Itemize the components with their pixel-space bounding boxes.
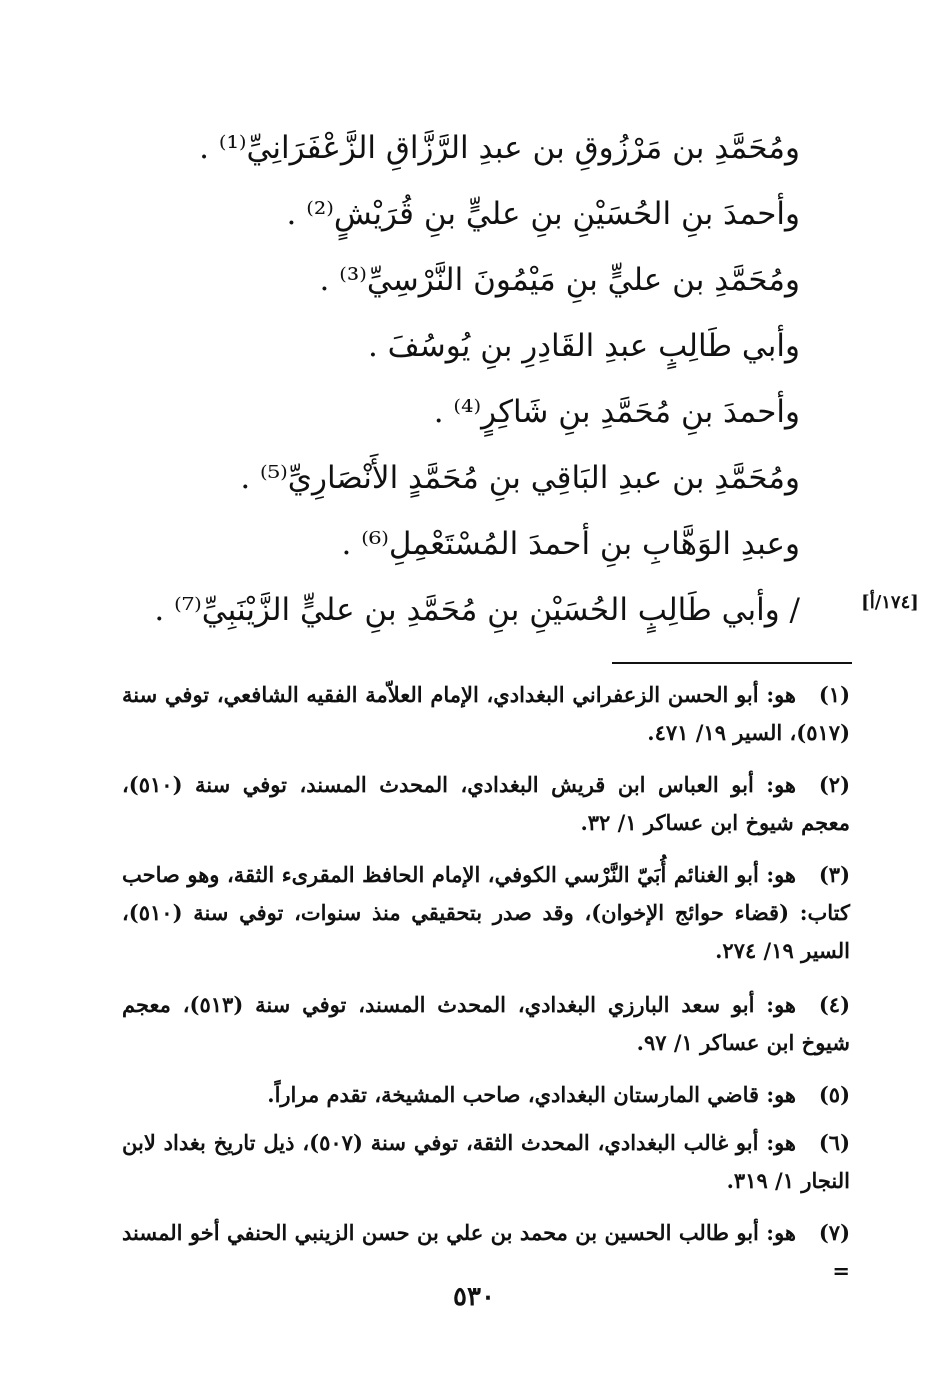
footnote-3: [122, 856, 850, 970]
verse-line-5: وأحمدَ بنِ مُحَمَّدِ بنِ شَاكِرٍ⁽⁴⁾ .: [433, 394, 800, 430]
footnote-text: هو: أبو غالب البغدادي، المحدث الثقة، توفي سنة (٥٠٧)، ذيل تاريخ بغداد لابن النجار ١/ ٣١٩.: [122, 1130, 850, 1193]
footnote-text: هو: أبو سعد البارزي البغدادي، المحدث المسند، توفي سنة (٥١٣)، معجم شيوخ ابن عساكر ١/ ٩٧.: [122, 992, 850, 1055]
footnote-number: (٧): [818, 1220, 850, 1245]
footnote-number: (٣): [818, 862, 850, 887]
footnote-number: (٤): [818, 992, 850, 1017]
verse-line-7: وعبدِ الوَهَّابِ بنِ أحمدَ المُسْتَعْمِلِ⁽⁶⁾ .: [341, 526, 800, 562]
footnote-text: هو: أبو طالب الحسين بن محمد بن علي بن حسن الزينبي الحنفي أخو المسند =: [122, 1220, 850, 1283]
verse-line-2: وأحمدَ بنِ الحُسَيْنِ بنِ عليٍّ بنِ قُرَيْشٍ⁽²⁾ .: [286, 196, 800, 232]
verse-line-3: ومُحَمَّدِ بن عليٍّ بنِ مَيْمُونَ النَّرْسِيِّ⁽³⁾ .: [319, 262, 800, 298]
verse-line-1: ومُحَمَّدِ بن مَرْزُوقِ بن عبدِ الرَّزَّاقِ الزَّعْفَرَانِيِّ⁽¹⁾ .: [199, 130, 800, 166]
footnote-6: [122, 1124, 850, 1200]
footnote-text: هو: قاضي المارستان البغدادي، صاحب المشيخة، تقدم مراراً.: [267, 1082, 796, 1107]
footnote-2: [122, 766, 850, 842]
manuscript-folio-reference: [١٧٤/أ]: [861, 592, 919, 613]
footnote-number: (٥): [818, 1082, 850, 1107]
footnote-4: [122, 986, 850, 1062]
footnote-7: [122, 1214, 850, 1290]
page-number: ٥٣٠: [453, 1282, 495, 1312]
footnote-number: (١): [818, 682, 850, 707]
footnote-text: هو: أبو الحسن الزعفراني البغدادي، الإمام العلاّمة الفقيه الشافعي، توفي سنة (٥١٧)، السير ١٩/ ٤٧١.: [122, 682, 850, 745]
footnote-5: [122, 1076, 850, 1114]
footnote-separator: [612, 662, 852, 664]
footnote-number: (٢): [818, 772, 850, 797]
verse-line-8: / وأبي طَالِبٍ الحُسَيْنِ بنِ مُحَمَّدِ بنِ عليٍّ الزَّيْنَبِيِّ⁽⁷⁾ .: [154, 592, 800, 628]
footnote-text: هو: أبو الغنائم أُبَيّ النَّرْسي الكوفي، الإمام الحافظ المقرىء الثقة، وهو صاحب كتاب: (قضاء حوائج الإخوان)، وقد صدر بتحقيقي منذ سنوات، توفي سنة (٥١٠)، السير ١٩/ ٢٧٤.: [122, 862, 850, 963]
verse-line-4: وأبي طَالِبٍ عبدِ القَادِرِ بنِ يُوسُفَ .: [367, 328, 800, 364]
footnote-number: (٦): [818, 1130, 851, 1155]
verse-line-6: ومُحَمَّدِ بن عبدِ البَاقِي بنِ مُحَمَّدٍ الأَنْصَارِيِّ⁽⁵⁾ .: [240, 460, 800, 496]
footnote-text: هو: أبو العباس ابن قريش البغدادي، المحدث المسند، توفي سنة (٥١٠)، معجم شيوخ ابن عساكر ١/ ٣٢.: [122, 772, 850, 835]
footnote-1: [122, 676, 850, 752]
